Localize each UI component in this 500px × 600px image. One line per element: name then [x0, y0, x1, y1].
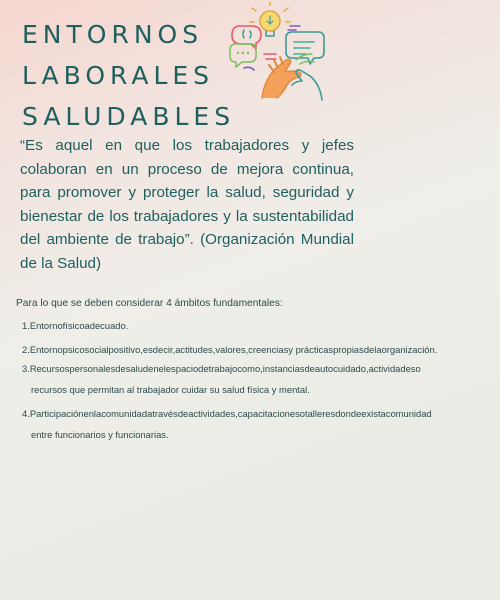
- page-title: [22, 14, 235, 137]
- speech-bubbles-icon: [230, 26, 324, 70]
- list-item-continuation: recursos que permitan al trabajador cuidar su salud física y mental.: [31, 384, 310, 395]
- quote-text: “Es aquel en que los trabajadores y jefes colaboran en un proceso de mejora continua, para promover y proteger la salud, seguridad y bienestar de los trabajadores y la sustentabilidad del ambiente de trabajo”. (Organización Mundial de la Salud): [20, 137, 354, 272]
- title-line-3: SALUDABLES: [22, 102, 236, 131]
- list-item-4: [22, 403, 432, 445]
- lightbulb-icon: [250, 2, 290, 36]
- list-item-1: [22, 315, 128, 336]
- list-item-text: 1.Entornofísicoadecuado.: [22, 320, 129, 331]
- hands-icon: [262, 26, 322, 100]
- teamwork-illustration: [226, 2, 334, 102]
- list-item-text: 3.Recursospersonalesdesaludenelespaciodetrabajocomo,instanciasdeautocuidado,actividadeso: [22, 363, 421, 374]
- list-item-continuation: entre funcionarios y funcionarias.: [31, 429, 169, 440]
- list-item-text: 2.Entornopsicosocialpositivo,esdecir,actitudes,valores,creenciasy prácticaspropiasdelaorganización.: [22, 344, 438, 355]
- list-item-2: [22, 339, 437, 360]
- list-item-text: 4.Participaciónenlacomunidadatravésdeactividades,capacitacionesotalleresdondeexistacomunidad: [22, 408, 432, 419]
- title-line-2: LABORALES: [22, 61, 215, 90]
- title-line-1: ENTORNOS: [22, 20, 204, 49]
- list-item-3: [22, 358, 421, 400]
- intro-text: Para lo que se deben considerar 4 ámbitos fundamentales:: [16, 298, 283, 309]
